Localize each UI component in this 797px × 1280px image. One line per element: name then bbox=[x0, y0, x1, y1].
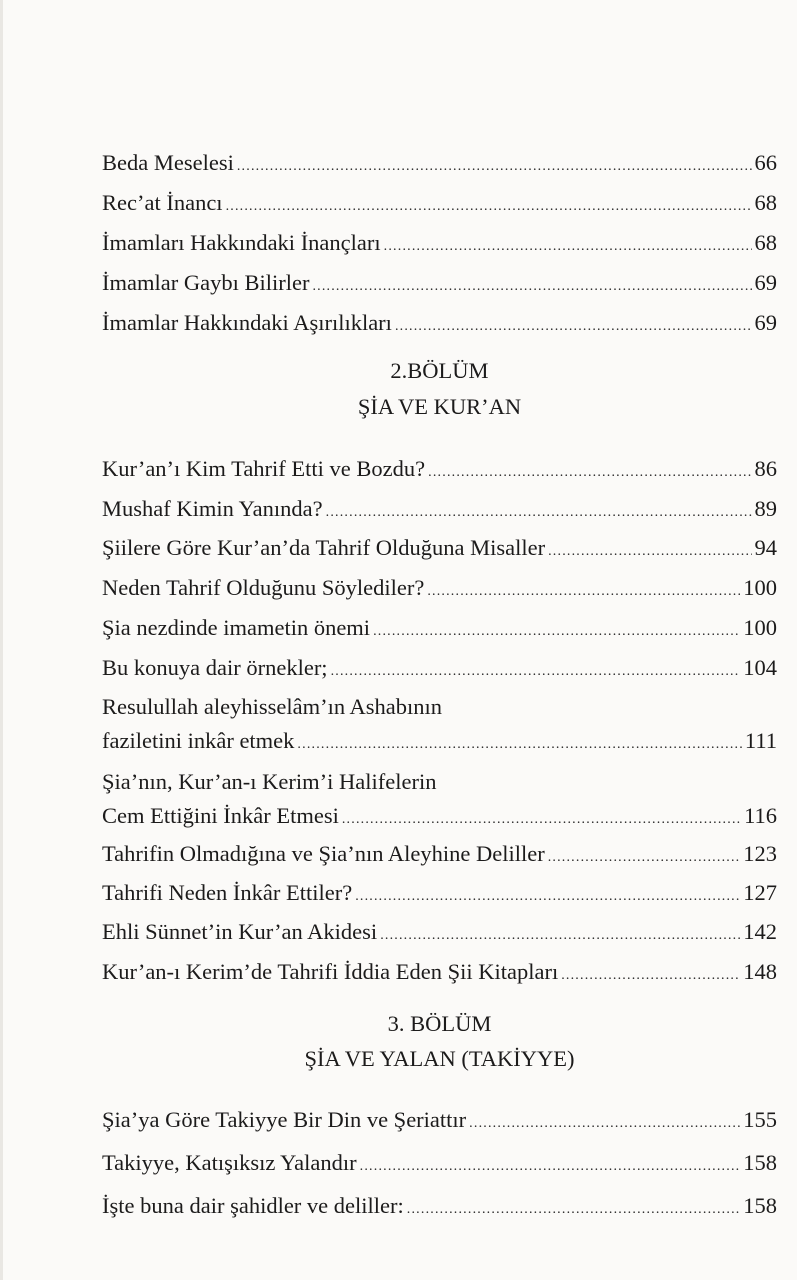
dot-leader bbox=[342, 803, 741, 837]
dot-leader bbox=[380, 919, 740, 953]
toc-entry-title-line1: Resulullah aleyhisselâm’ın Ashabının bbox=[102, 694, 442, 719]
toc-entry-page: 86 bbox=[754, 456, 777, 481]
toc-entry bbox=[102, 651, 777, 685]
toc-entry-page: 66 bbox=[754, 150, 777, 175]
toc-entry-line2 bbox=[102, 799, 777, 833]
toc-entry-line2 bbox=[102, 724, 777, 758]
toc-entry-title: Takiyye, Katışıksız Yalandır bbox=[102, 1150, 357, 1175]
toc-entry-title: Mushaf Kimin Yanında? bbox=[102, 496, 323, 521]
toc-entry-title: Kur’an’ı Kim Tahrif Etti ve Bozdu? bbox=[102, 456, 426, 481]
toc-entry-title: Kur’an-ı Kerim’de Tahrifi İddia Eden Şii Kitapları bbox=[102, 959, 559, 984]
toc-entry bbox=[102, 1189, 777, 1223]
toc-entry-title-line1: Şia’nın, Kur’an-ı Kerim’i Halifelerin bbox=[102, 769, 437, 794]
toc-entry bbox=[102, 1146, 777, 1180]
toc-entry-page: 127 bbox=[743, 880, 777, 905]
toc-entry-page: 142 bbox=[743, 919, 777, 944]
toc-entry bbox=[102, 306, 777, 340]
toc-entry-page: 155 bbox=[743, 1107, 777, 1132]
toc-entry-title: İmamlar Hakkındaki Aşırılıkları bbox=[102, 310, 392, 335]
toc-entry-page: 123 bbox=[743, 841, 777, 866]
dot-leader bbox=[469, 1107, 740, 1141]
toc-entry bbox=[102, 915, 777, 949]
toc-entry-page: 100 bbox=[743, 575, 777, 600]
toc-entry bbox=[102, 531, 777, 565]
toc-entry-page: 68 bbox=[754, 190, 777, 215]
toc-entry bbox=[102, 452, 777, 486]
toc-entry-page: 104 bbox=[743, 655, 777, 680]
toc-entry-page: 111 bbox=[744, 728, 777, 753]
dot-leader bbox=[237, 150, 752, 184]
toc-entry-title: Rec’at İnancı bbox=[102, 190, 223, 215]
toc-entry-title: Beda Meselesi bbox=[102, 150, 234, 175]
toc-entry bbox=[102, 492, 777, 526]
toc-entry-page: 116 bbox=[744, 803, 777, 828]
toc-entry-page: 148 bbox=[743, 959, 777, 984]
toc-entry bbox=[102, 955, 777, 989]
dot-leader bbox=[548, 841, 741, 875]
toc-entry-page: 158 bbox=[743, 1193, 777, 1218]
dot-leader bbox=[548, 535, 751, 569]
dot-leader bbox=[297, 728, 741, 762]
toc-entry bbox=[102, 186, 777, 220]
toc-entry-title: İmamlar Gaybı Bilirler bbox=[102, 270, 310, 295]
toc-entry bbox=[102, 1103, 777, 1137]
toc-entry-title: Şiilere Göre Kur’an’da Tahrif Olduğuna Misaller bbox=[102, 535, 546, 560]
toc-entry-title: Bu konuya dair örnekler; bbox=[102, 655, 328, 680]
section-number: 2.BÖLÜM bbox=[390, 358, 489, 383]
dot-leader bbox=[312, 270, 751, 304]
toc-entry-title: Neden Tahrif Olduğunu Söylediler? bbox=[102, 575, 425, 600]
toc-entry-title: Tahrifin Olmadığına ve Şia’nın Aleyhine Deliller bbox=[102, 841, 545, 866]
dot-leader bbox=[373, 615, 740, 649]
dot-leader bbox=[384, 230, 752, 264]
toc-entry-page: 100 bbox=[743, 615, 777, 640]
toc-entry-title: Tahrifi Neden İnkâr Ettiler? bbox=[102, 880, 353, 905]
section-title: ŞİA VE YALAN (TAKİYYE) bbox=[304, 1046, 575, 1071]
dot-leader bbox=[226, 190, 752, 224]
dot-leader bbox=[360, 1150, 741, 1184]
dot-leader bbox=[326, 496, 752, 530]
toc-entry-title: Şia nezdinde imametin önemi bbox=[102, 615, 371, 640]
dot-leader bbox=[428, 456, 751, 490]
toc-entry-page: 158 bbox=[743, 1150, 777, 1175]
toc-entry bbox=[102, 226, 777, 260]
toc-entry bbox=[102, 571, 777, 605]
dot-leader bbox=[395, 310, 752, 344]
toc-entry bbox=[102, 837, 777, 871]
toc-entry-page: 69 bbox=[754, 270, 777, 295]
toc-entry bbox=[102, 266, 777, 300]
page-edge-shadow bbox=[0, 0, 3, 1280]
toc-entry bbox=[102, 765, 777, 833]
toc-entry-title: Ehli Sünnet’in Kur’an Akidesi bbox=[102, 919, 378, 944]
section-title: ŞİA VE KUR’AN bbox=[357, 394, 522, 419]
dot-leader bbox=[355, 880, 740, 914]
dot-leader bbox=[407, 1193, 740, 1227]
section-number: 3. BÖLÜM bbox=[387, 1011, 492, 1036]
dot-leader bbox=[561, 959, 740, 993]
toc-entry bbox=[102, 876, 777, 910]
toc-entry-title: Şia’ya Göre Takiyye Bir Din ve Şeriattır bbox=[102, 1107, 467, 1132]
toc-entry-title-line2: faziletini inkâr etmek bbox=[102, 728, 295, 753]
toc-entry-title: İmamları Hakkındaki İnançları bbox=[102, 230, 381, 255]
toc-entry-page: 94 bbox=[754, 535, 777, 560]
toc-entry-page: 69 bbox=[754, 310, 777, 335]
toc-entry-title: İşte buna dair şahidler ve deliller: bbox=[102, 1193, 404, 1218]
toc-entry-page: 89 bbox=[754, 496, 777, 521]
dot-leader bbox=[331, 655, 741, 689]
toc-entry bbox=[102, 690, 777, 758]
toc-entry bbox=[102, 611, 777, 645]
dot-leader bbox=[427, 575, 740, 609]
toc-entry-page: 68 bbox=[754, 230, 777, 255]
toc-entry bbox=[102, 146, 777, 180]
toc-entry-title-line2: Cem Ettiğini İnkâr Etmesi bbox=[102, 803, 339, 828]
